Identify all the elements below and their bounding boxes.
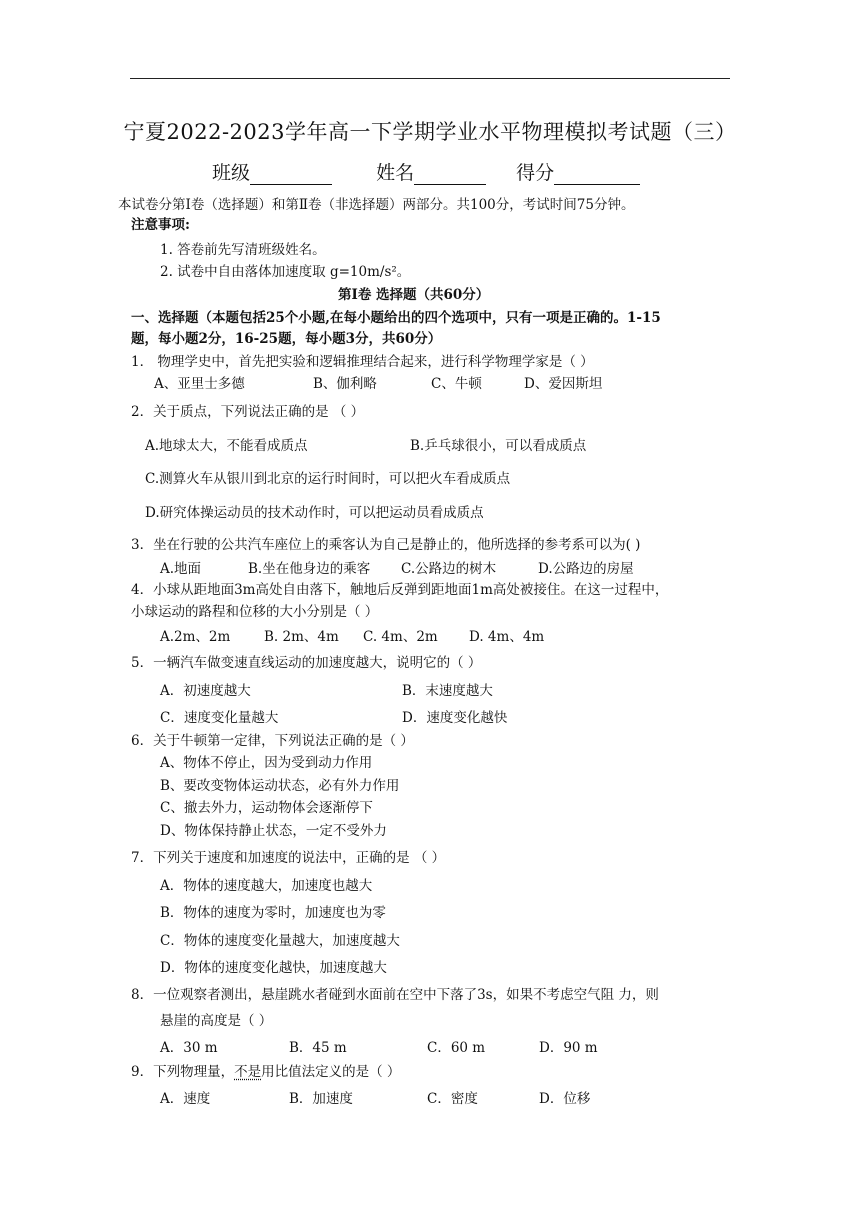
option[interactable]: D、爱因斯坦 — [524, 376, 603, 392]
class-field[interactable] — [250, 165, 332, 185]
question-stem: 1． 物理学史中，首先把实验和逻辑推理结合起来，进行科学物理学家是（ ） — [131, 354, 594, 370]
option[interactable]: A.2m、2m — [160, 629, 231, 645]
section1-instructions: 题，每小题2分，16-25题，每小题3分，共60分） — [131, 331, 442, 347]
question-stem: 5．一辆汽车做变速直线运动的加速度越大，说明它的（ ） — [131, 655, 482, 671]
option[interactable]: D.研究体操运动员的技术动作时，可以把运动员看成质点 — [145, 505, 484, 521]
note-item: 2. 试卷中自由落体加速度取 g=10m/s²。 — [160, 264, 411, 280]
option[interactable]: A．速度 — [160, 1091, 211, 1107]
name-field[interactable] — [414, 165, 486, 185]
option[interactable]: B.乒乓球很小，可以看成质点 — [410, 438, 587, 454]
option[interactable]: C、牛顿 — [431, 376, 482, 392]
stem-text: 9．下列物理量， — [131, 1064, 235, 1080]
option[interactable]: D．位移 — [539, 1091, 591, 1107]
question-stem: 7．下列关于速度和加速度的说法中，正确的是 （ ） — [131, 850, 446, 866]
option[interactable]: A．初速度越大 — [160, 683, 251, 699]
question-stem — [131, 1063, 400, 1081]
option[interactable]: B．末速度越大 — [402, 683, 493, 699]
option[interactable]: C．速度变化量越大 — [160, 710, 279, 726]
option[interactable]: D．速度变化越快 — [402, 710, 508, 726]
option[interactable]: D.公路边的房屋 — [538, 561, 634, 577]
option[interactable]: A.地球太大，不能看成质点 — [145, 438, 308, 454]
question-stem: 3．坐在行驶的公共汽车座位上的乘客认为自己是静止的，他所选择的参考系可以为( ) — [131, 537, 641, 553]
section1-instructions: 一、选择题（本题包括25个小题,在每小题给出的四个选项中，只有一项是正确的。1-15 — [131, 310, 661, 326]
emphasis-not: 不是 — [234, 1064, 262, 1080]
name-label: 姓名 — [376, 162, 415, 184]
option[interactable]: C．物体的速度变化量越大，加速度越大 — [160, 933, 400, 949]
option[interactable]: A、亚里士多德 — [154, 376, 245, 392]
option[interactable]: B．加速度 — [289, 1091, 353, 1107]
option[interactable]: C．60 m — [427, 1040, 486, 1056]
option[interactable]: A.地面 — [160, 561, 202, 577]
student-info-fields — [212, 158, 640, 185]
option[interactable]: B、伽利略 — [313, 376, 377, 392]
score-field[interactable] — [554, 165, 640, 185]
option[interactable]: A．物体的速度越大，加速度也越大 — [160, 878, 373, 894]
option[interactable]: C. 4m、2m — [363, 629, 438, 645]
exam-intro: 本试卷分第Ⅰ卷（选择题）和第Ⅱ卷（非选择题）两部分。共100分，考试时间75分钟。 — [118, 197, 635, 213]
option[interactable]: B.坐在他身边的乘客 — [248, 561, 371, 577]
option[interactable]: D．物体的速度变化越快，加速度越大 — [160, 960, 387, 976]
part1-heading: 第Ⅰ卷 选择题（共60分） — [338, 287, 490, 303]
question-stem: 4．小球从距地面3m高处自由落下，触地后反弹到距地面1m高处被接住。在这一过程中， — [131, 582, 669, 598]
question-stem: 8．一位观察者测出，悬崖跳水者碰到水面前在空中下落了3s，如果不考虑空气阻 力，则 — [131, 987, 659, 1003]
question-stem: 2．关于质点，下列说法正确的是 （ ） — [131, 404, 365, 420]
option[interactable]: D、物体保持静止状态，一定不受外力 — [160, 823, 387, 839]
question-stem: 6．关于牛顿第一定律，下列说法正确的是（ ） — [131, 733, 414, 749]
question-stem: 小球运动的路程和位移的大小分别是（ ） — [131, 604, 379, 620]
option[interactable]: A、物体不停止，因为受到动力作用 — [160, 755, 373, 771]
stem-text: 用比值法定义的是（ ） — [261, 1064, 401, 1080]
score-label: 得分 — [516, 162, 555, 184]
note-item: 1. 答卷前先写清班级姓名。 — [160, 242, 326, 258]
question-stem: 悬崖的高度是（ ） — [160, 1013, 273, 1029]
option[interactable]: C、撤去外力，运动物体会逐渐停下 — [160, 800, 373, 816]
exam-title: 宁夏2022-2023学年高一下学期学业水平物理模拟考试题（三） — [123, 120, 737, 144]
option[interactable]: C．密度 — [427, 1091, 478, 1107]
option[interactable]: B、要改变物体运动状态，必有外力作用 — [160, 778, 400, 794]
option[interactable]: B. 2m、4m — [264, 629, 339, 645]
class-label: 班级 — [212, 162, 251, 184]
notes-heading: 注意事项: — [131, 217, 190, 233]
option[interactable]: B．45 m — [289, 1040, 347, 1056]
option[interactable]: C.测算火车从银川到北京的运行时间时，可以把火车看成质点 — [145, 471, 511, 487]
option[interactable]: A．30 m — [160, 1040, 218, 1056]
option[interactable]: B．物体的速度为零时，加速度也为零 — [160, 905, 386, 921]
header-rule — [130, 78, 730, 79]
option[interactable]: C.公路边的树木 — [401, 561, 497, 577]
option[interactable]: D. 4m、4m — [469, 629, 545, 645]
option[interactable]: D．90 m — [539, 1040, 598, 1056]
